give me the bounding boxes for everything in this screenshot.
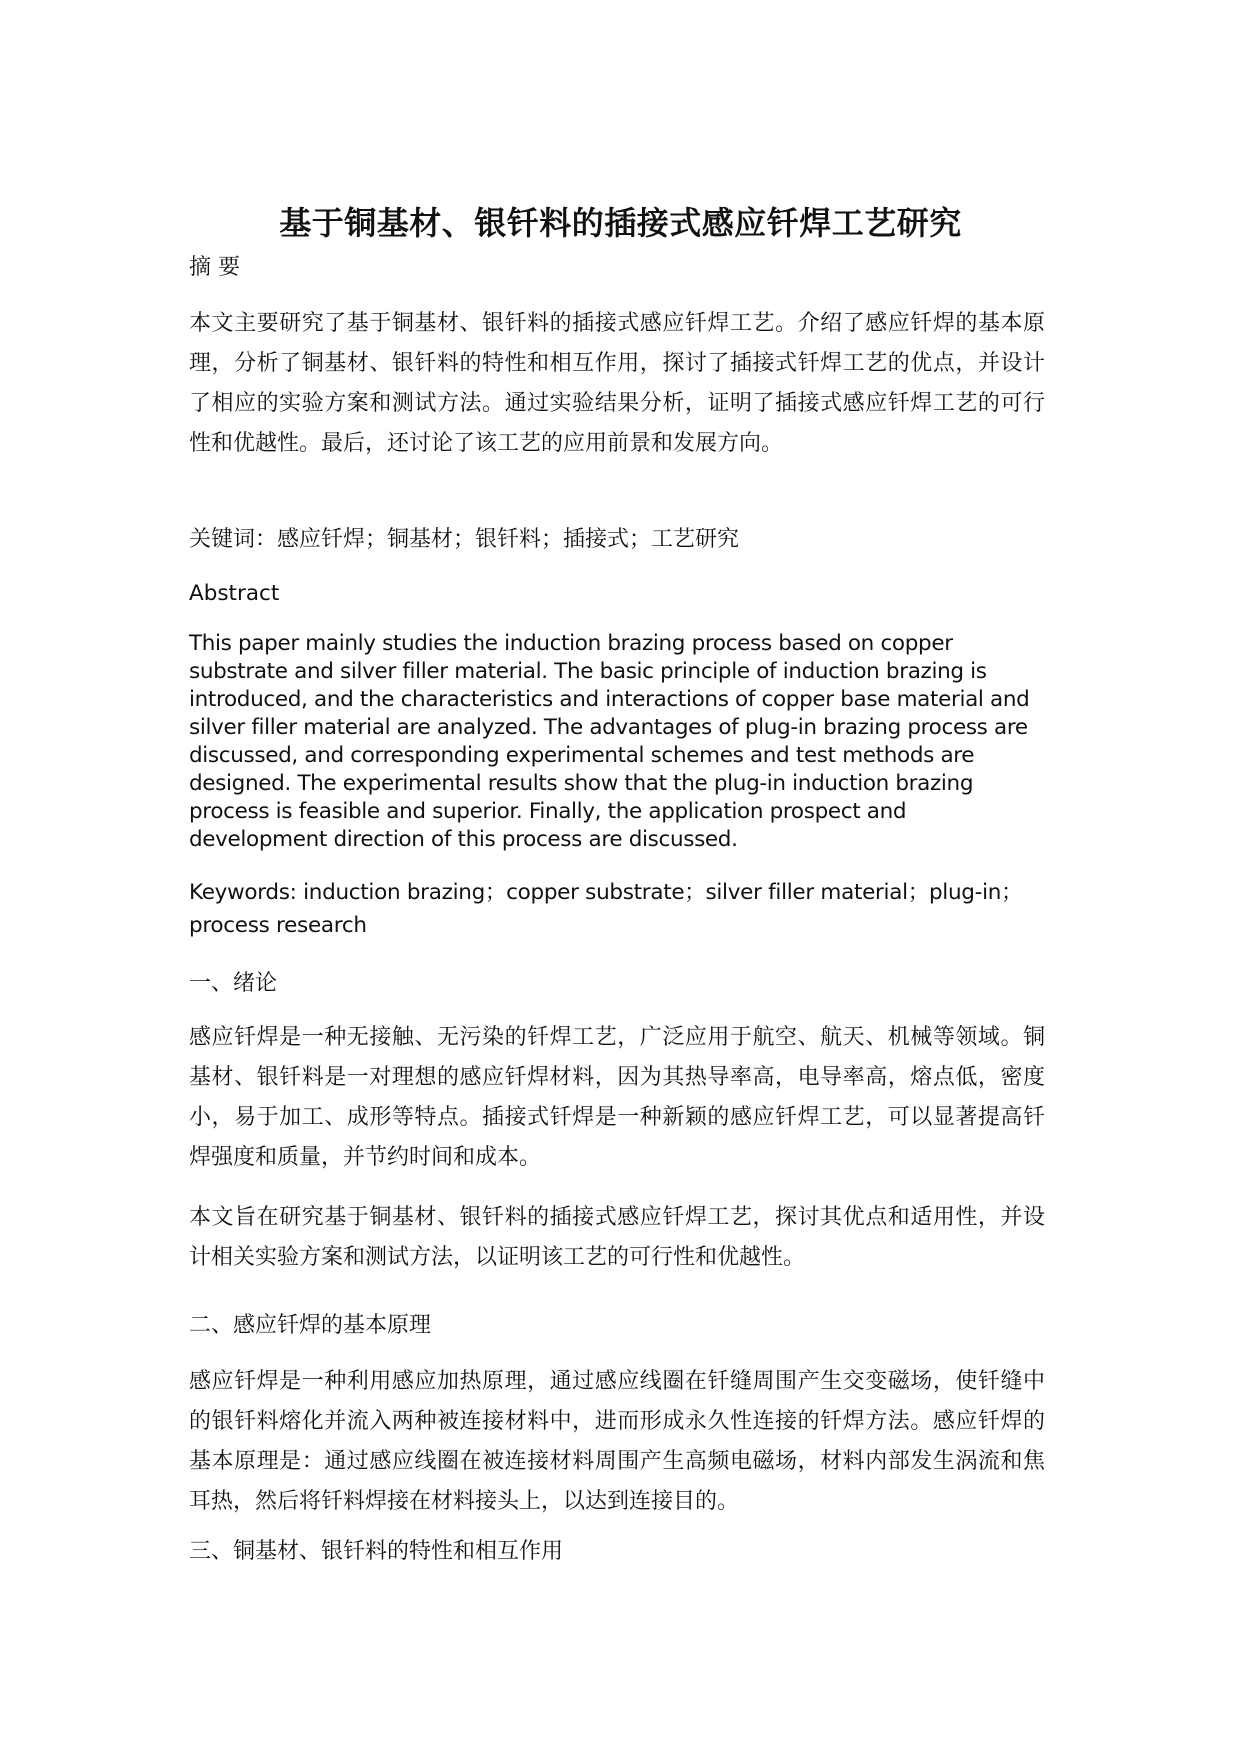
abstract-cn-paragraph: 本文主要研究了基于铜基材、银钎料的插接式感应钎焊工艺。介绍了感应钎焊的基本原理，分析了铜基材、银钎料的特性和相互作用，探讨了插接式钎焊工艺的优点，并设计了相应的实验方案和测试方法。通过实验结果分析，证明了插接式感应钎焊工艺的可行性和优越性。最后，还讨论了该工艺的应用前景和发展方向。 bbox=[189, 311, 1045, 456]
keywords-cn: 关键词：感应钎焊；铜基材；银钎料；插接式；工艺研究 bbox=[189, 527, 740, 552]
keywords-en: Keywords: induction brazing；copper substrate；silver filler material；plug-in；process research bbox=[189, 880, 1023, 938]
section-3-heading: 三、铜基材、银钎料的特性和相互作用 bbox=[189, 1539, 564, 1564]
section-2-paragraph-1: 感应钎焊是一种利用感应加热原理，通过感应线圈在钎缝周围产生交变磁场，使钎缝中的银钎料熔化并流入两种被连接材料中，进而形成永久性连接的钎焊方法。感应钎焊的基本原理是：通过感应线圈在被连接材料周围产生高频电磁场，材料内部发生涡流和焦耳热，然后将钎料焊接在材料接头上，以达到连接目的。 bbox=[189, 1369, 1045, 1514]
abstract-en-heading: Abstract bbox=[189, 581, 280, 606]
section-1-heading: 一、绪论 bbox=[189, 971, 278, 996]
abstract-en-paragraph: This paper mainly studies the induction brazing process based on copper substrate and silver filler material. The basic principle of induction brazing is introduced, and the characteristics and interactions of copper base material and silver filler material are analyzed. The advantages of plug-in brazing process are discussed, and corresponding experimental schemes and test methods are designed. The experimental results show that the plug-in induction brazing process is feasible and superior. Finally, the application prospect and development direction of this process are discussed. bbox=[189, 631, 1030, 852]
section-2-heading: 二、感应钎焊的基本原理 bbox=[189, 1313, 432, 1338]
paper-title: 基于铜基材、银钎料的插接式感应钎焊工艺研究 bbox=[279, 204, 962, 243]
section-1-paragraph-1: 感应钎焊是一种无接触、无污染的钎焊工艺，广泛应用于航空、航天、机械等领域。铜基材、银钎料是一对理想的感应钎焊材料，因为其热导率高，电导率高，熔点低，密度小，易于加工、成形等特点。插接式钎焊是一种新颖的感应钎焊工艺，可以显著提高钎焊强度和质量，并节约时间和成本。 bbox=[189, 1025, 1045, 1170]
abstract-cn-heading: 摘 要 bbox=[189, 255, 240, 280]
section-1-paragraph-2: 本文旨在研究基于铜基材、银钎料的插接式感应钎焊工艺，探讨其优点和适用性，并设计相关实验方案和测试方法，以证明该工艺的可行性和优越性。 bbox=[189, 1205, 1045, 1270]
